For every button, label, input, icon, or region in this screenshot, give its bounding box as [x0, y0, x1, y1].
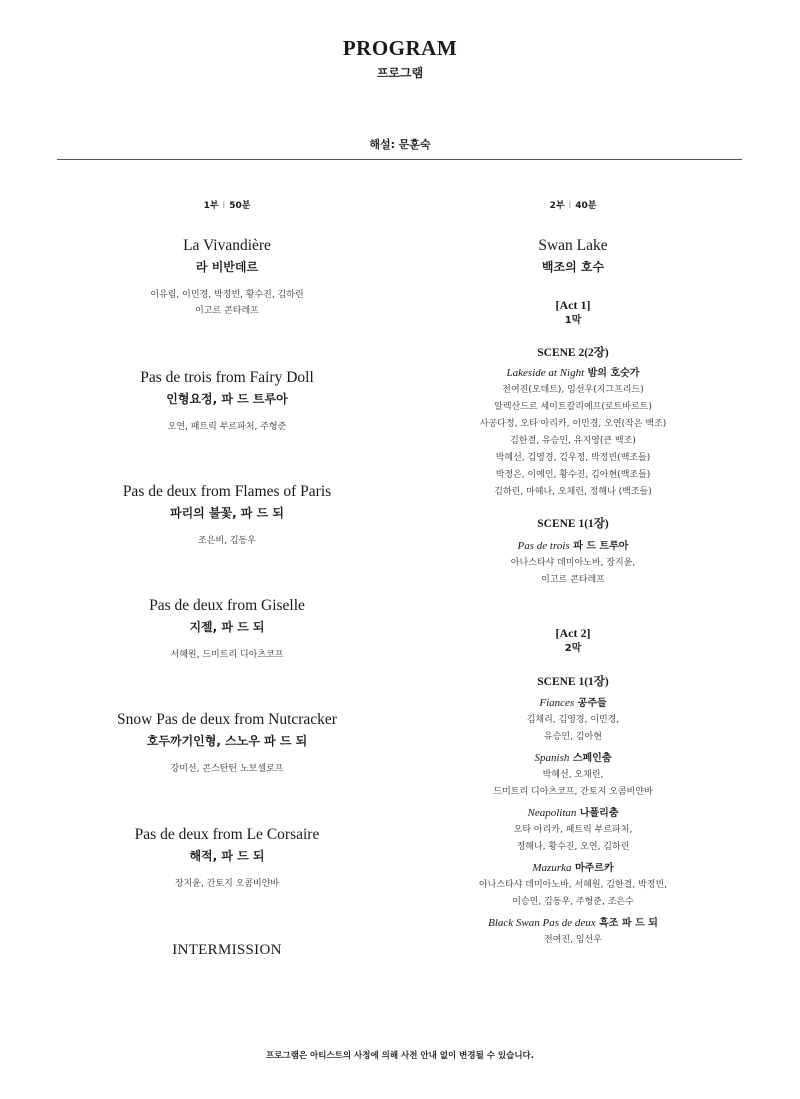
change-notice: 프로그램은 아티스트의 사정에 의해 사전 안내 없이 변경될 수 있습니다. [266, 1051, 534, 1061]
part2-label: 2부 [549, 201, 565, 211]
dance-title-ko: 스페인춤 [572, 753, 612, 764]
cast-line: 박혜선, 김영경, 김우정, 박정빈(백조들) [495, 453, 651, 463]
dance-title-en: Spanish [534, 752, 570, 764]
part2-duration: 40분 [575, 201, 597, 211]
part2-separator: I [568, 201, 572, 211]
dance-title [403, 860, 743, 877]
work-swan-lake [403, 236, 743, 278]
dance-cast [403, 932, 743, 949]
dance-item [403, 750, 743, 801]
header-divider [57, 159, 742, 160]
cast-line: 서혜원, 드미트리 디아츠코프 [170, 650, 284, 660]
cast-line: 이유림, 이민경, 박정빈, 황수진, 김하린 [150, 290, 304, 300]
dance-cast [403, 712, 743, 746]
work-title-ko: 라 비반데르 [195, 260, 259, 274]
cast-line: 유승민, 김아현 [544, 732, 602, 742]
dance-title-en: Mazurka [532, 862, 572, 874]
scene-label: SCENE 1(1장) [537, 518, 609, 530]
work-title-en: Swan Lake [538, 237, 608, 254]
dance-title-ko: 마주르카 [574, 863, 614, 874]
work-title-en: Pas de deux from Giselle [149, 597, 305, 614]
cast-line: 김한결, 유승민, 유지영(큰 백조) [510, 436, 636, 446]
work-title-en: Pas de trois from Fairy Doll [140, 369, 314, 386]
cast-line: 아나스타샤 데미아노바, 장지윤, [510, 558, 636, 568]
dance-item [403, 695, 743, 746]
cast-line: 정해나, 황수진, 오연, 김하린 [516, 842, 630, 852]
act1-scene2 [403, 345, 743, 501]
work-le-corsaire [57, 825, 397, 892]
act2-label-ko: 2막 [564, 643, 582, 654]
dance-title-en: Black Swan Pas de deux [488, 917, 596, 929]
cast-line: 오연, 패트릭 부르파처, 주형준 [167, 422, 287, 432]
scene-label: SCENE 1(1장) [537, 676, 609, 688]
act1-scene1 [403, 516, 743, 589]
act2-scene1 [403, 674, 743, 949]
dance-title-ko: 공주들 [577, 698, 607, 709]
work-fairy-doll [57, 368, 397, 435]
scene-label: SCENE 2(2장) [537, 347, 609, 359]
cast-line: 알렉산드르 세이트칼리예프(로트바르트) [494, 402, 652, 412]
commentary-credit: 해설: 문훈숙 [369, 138, 431, 151]
cast-line: 이고르 콘타레프 [541, 575, 605, 585]
page-title: PROGRAM [342, 36, 458, 60]
act2-heading [403, 625, 743, 657]
dance-cast [403, 877, 743, 911]
part1-duration: 50분 [229, 201, 251, 211]
cast-line: 전여진, 임선우 [544, 935, 602, 945]
cast-line: 박혜선, 오채린, [542, 770, 604, 780]
part1-label: 1부 [203, 201, 219, 211]
cast-line: 박정은, 이예인, 황수진, 김아현(백조들) [495, 470, 651, 480]
dance-item [403, 860, 743, 911]
dance-cast [403, 555, 743, 589]
cast-line: 조은비, 김동우 [198, 536, 256, 546]
work-title-ko: 지젤, 파 드 되 [189, 620, 265, 634]
act1-label-en: [Act 1] [555, 298, 591, 312]
work-title-en: Snow Pas de deux from Nutcracker [117, 711, 337, 728]
work-cast [57, 647, 397, 663]
work-flames-of-paris [57, 482, 397, 549]
work-cast [57, 533, 397, 549]
page-subtitle: 프로그램 [376, 66, 424, 80]
cast-line: 오타 아리카, 패트릭 부르파처, [513, 825, 633, 835]
work-title-en: Pas de deux from Flames of Paris [122, 483, 332, 500]
part1-heading [57, 198, 397, 211]
dance-cast [403, 822, 743, 856]
cast-line: 장지윤, 간토지 오콤비얀바 [174, 879, 280, 889]
act1-heading [403, 297, 743, 329]
work-nutcracker [57, 710, 397, 777]
work-la-vivandiere [57, 236, 397, 319]
dance-title-en: Neapolitan [527, 807, 577, 819]
dance-title [403, 750, 743, 767]
dance-item [403, 805, 743, 856]
work-title-ko: 호두까기인형, 스노우 파 드 되 [146, 734, 308, 748]
dance-title [403, 365, 743, 382]
cast-line: 김채리, 김영경, 이민경, [526, 715, 620, 725]
work-cast [57, 419, 397, 435]
dance-title [403, 695, 743, 712]
dance-title-en: Fiances [539, 697, 575, 709]
dance-cast [403, 767, 743, 801]
cast-line: 김하린, 마헤나, 오채린, 정해나 (백조들) [494, 487, 652, 497]
dance-title-ko: 밤의 호숫가 [587, 368, 640, 379]
dance-title-en: Lakeside at Night [506, 367, 585, 379]
work-title-ko: 파리의 불꽃, 파 드 되 [169, 506, 284, 520]
cast-line: 아나스타샤 데미아노바, 서혜원, 김한결, 박정빈, [478, 880, 668, 890]
dance-title-en: Pas de trois [517, 540, 570, 552]
dance-title [403, 805, 743, 822]
act2-label-en: [Act 2] [555, 626, 591, 640]
dance-title [403, 915, 743, 932]
dance-title-ko: 흑조 파 드 되 [599, 918, 658, 929]
part1-separator: I [222, 201, 226, 211]
cast-line: 사공다정, 오타 아리카, 이민경, 오연(작은 백조) [479, 419, 667, 429]
intermission-label: INTERMISSION [172, 942, 282, 958]
cast-line: 강미선, 콘스탄틴 노보셀로프 [170, 764, 284, 774]
work-title-ko: 해적, 파 드 되 [189, 849, 265, 863]
work-title-en: Pas de deux from Le Corsaire [134, 826, 320, 843]
work-cast [57, 287, 397, 319]
cast-line: 드미트리 디아츠코프, 간토지 오콤비얀바 [493, 787, 653, 797]
work-title-ko: 백조의 호수 [541, 260, 605, 274]
work-cast [57, 876, 397, 892]
act1-label-ko: 1막 [564, 315, 582, 326]
work-title-en: La Vivandière [183, 237, 271, 254]
cast-line: 전여진(오데트), 임선우(지그프리드) [502, 385, 644, 395]
dance-title-ko: 파 드 트루아 [573, 541, 629, 552]
work-giselle [57, 596, 397, 663]
work-cast [57, 761, 397, 777]
dance-item [403, 915, 743, 949]
part2-heading [403, 198, 743, 211]
cast-line: 이고르 콘타레프 [195, 306, 259, 316]
work-title-ko: 인형요정, 파 드 트루아 [166, 392, 288, 406]
dance-cast [403, 382, 743, 501]
dance-title [403, 538, 743, 555]
cast-line: 이승민, 김동우, 주형준, 조은수 [512, 897, 634, 907]
dance-title-ko: 나폴리춤 [579, 808, 619, 819]
